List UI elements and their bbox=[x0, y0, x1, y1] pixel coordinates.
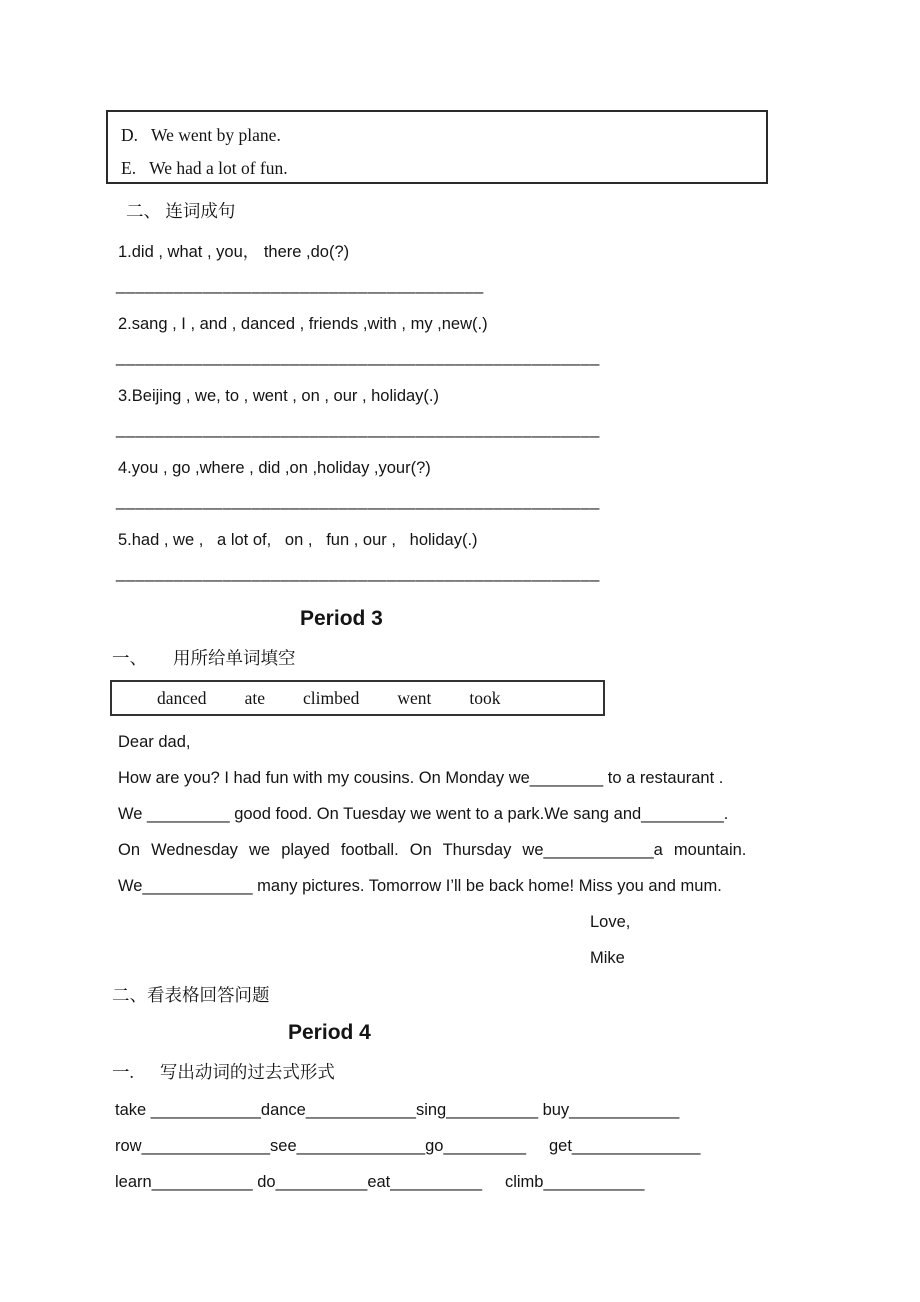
rearrange-question-4 bbox=[0, 459, 920, 511]
period3-part2-heading: 二、看表格回答问题 bbox=[112, 985, 270, 1005]
part-title: 写出动词的过去式形式 bbox=[159, 1062, 335, 1082]
choice-label-e: E. bbox=[121, 158, 137, 178]
word-bank-item: went bbox=[397, 687, 432, 708]
rearrange-question-5 bbox=[0, 531, 920, 583]
letter-salutation: Dear dad, bbox=[118, 733, 191, 751]
answer-blank: ______________________________________ bbox=[116, 276, 484, 294]
part-number: 一. bbox=[112, 1062, 134, 1082]
part-title: 用所给单词填空 bbox=[173, 648, 296, 668]
letter-line: We _________ good food. On Tuesday we went to a park.We sang and_________. bbox=[118, 805, 729, 823]
rearrange-question-3 bbox=[0, 387, 920, 439]
rearrange-question-1 bbox=[0, 243, 920, 295]
letter-closing: Love, bbox=[590, 913, 631, 931]
choice-label-d: D. bbox=[121, 125, 139, 145]
word-bank-item: ate bbox=[244, 687, 265, 708]
period4-part1-heading bbox=[112, 1059, 920, 1084]
choice-text-e: We had a lot of fun. bbox=[149, 158, 288, 178]
question-text: 2.sang , I , and , danced , friends ,with , my ,new(.) bbox=[118, 315, 488, 333]
question-text: 1.did , what , you， there ,do(?) bbox=[118, 243, 350, 261]
part-number: 一、 bbox=[112, 648, 147, 668]
period4-title: Period 4 bbox=[288, 1021, 371, 1044]
verb-past-tense-row: take ____________dance____________sing__________ buy____________ bbox=[115, 1101, 680, 1119]
letter-body bbox=[0, 733, 920, 968]
letter-signature: Mike bbox=[590, 949, 625, 967]
answer-blank: __________________________________________________ bbox=[116, 348, 600, 366]
verb-past-tense-row: learn___________ do__________eat__________ climb___________ bbox=[115, 1173, 645, 1191]
question-text: 4.you , go ,where , did ,on ,holiday ,your(?) bbox=[118, 459, 431, 477]
answer-blank: __________________________________________________ bbox=[116, 492, 600, 510]
word-bank-box bbox=[110, 680, 605, 716]
verb-past-tense-row: row______________see______________go_________ get______________ bbox=[115, 1137, 701, 1155]
period3-title: Period 3 bbox=[300, 607, 383, 630]
choice-item-d bbox=[121, 119, 766, 152]
question-text: 3.Beijing , we, to , went , on , our , holiday(.) bbox=[118, 387, 439, 405]
choice-text-d: We went by plane. bbox=[151, 125, 281, 145]
letter-line: How are you? I had fun with my cousins. On Monday we________ to a restaurant . bbox=[118, 769, 724, 787]
rearrange-question-2 bbox=[0, 315, 920, 367]
word-bank-item: climbed bbox=[302, 687, 360, 708]
rearrange-section-heading: 二、 连词成句 bbox=[126, 201, 236, 221]
choice-item-e bbox=[121, 152, 766, 185]
word-bank-item: took bbox=[469, 687, 501, 708]
letter-line: We____________ many pictures. Tomorrow I’ll be back home! Miss you and mum. bbox=[118, 877, 722, 895]
word-bank-item: danced bbox=[157, 687, 207, 708]
question-text: 5.had , we , a lot of, on , fun , our , holiday(.) bbox=[118, 531, 478, 549]
answer-blank: __________________________________________________ bbox=[116, 420, 600, 438]
letter-line: On Wednesday we played football. On Thursday we____________a mountain. bbox=[118, 841, 747, 859]
choice-box bbox=[106, 110, 768, 184]
answer-blank: __________________________________________________ bbox=[116, 564, 600, 582]
period3-part1-heading bbox=[112, 645, 920, 670]
